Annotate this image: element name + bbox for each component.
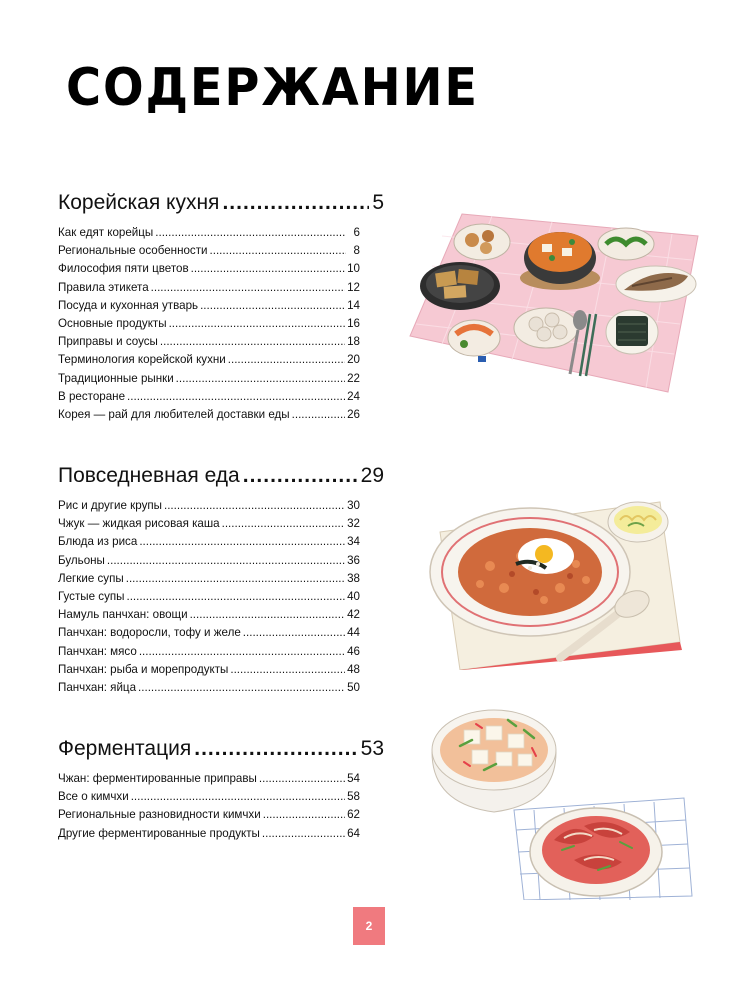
leader-dots: [259, 770, 345, 788]
leader-dots: [243, 463, 358, 489]
leader-dots: [292, 406, 345, 424]
leader-dots: [155, 224, 346, 242]
entry-label: Все о кимчхи: [58, 790, 129, 804]
entry-page-number: 10: [347, 262, 360, 276]
leader-dots: [222, 190, 369, 216]
section-page-number: 5: [372, 191, 384, 214]
entry-label: Региональные разновидности кимчхи: [58, 808, 261, 822]
entry-page-number: 42: [347, 608, 360, 622]
entry-page-number: 38: [347, 571, 360, 585]
entry-page-number: 50: [347, 681, 360, 695]
toc-entry[interactable]: [58, 388, 360, 406]
entry-page-number: 14: [347, 298, 360, 312]
entry-page-number: 54: [347, 772, 360, 785]
leader-dots: [191, 260, 345, 278]
toc-entry[interactable]: [58, 643, 360, 661]
entry-label: Панчхан: мясо: [58, 644, 137, 658]
leader-dots: [107, 552, 345, 570]
entry-page-number: 18: [347, 335, 360, 349]
leader-dots: [228, 351, 345, 369]
leader-dots: [263, 806, 345, 824]
toc-entry[interactable]: [58, 533, 360, 551]
entry-label: Густые супы: [58, 590, 125, 604]
entry-label: Корея — рай для любителей доставки еды: [58, 408, 290, 422]
leader-dots: [262, 825, 345, 843]
entry-list: [58, 224, 360, 424]
leader-dots: [230, 661, 345, 679]
fried-rice-illustration: [420, 492, 682, 670]
entry-page-number: 12: [347, 280, 360, 294]
entry-page-number: 48: [347, 662, 360, 676]
entry-page-number: 36: [347, 553, 360, 567]
section-heading[interactable]: [58, 463, 384, 489]
toc-entry[interactable]: [58, 661, 360, 679]
leader-dots: [176, 370, 345, 388]
entry-list: [58, 497, 360, 697]
entry-page-number: 8: [353, 244, 360, 258]
entry-label: Чжан: ферментированные приправы: [58, 772, 257, 785]
leader-dots: [127, 388, 345, 406]
leader-dots: [164, 497, 345, 515]
entry-label: Панчхан: яйца: [58, 681, 137, 695]
leader-dots: [190, 606, 346, 624]
entry-page-number: 34: [347, 535, 360, 549]
toc-entry[interactable]: [58, 606, 360, 624]
entry-label: Блюда из риса: [58, 535, 138, 549]
toc-entry[interactable]: [58, 260, 360, 278]
entry-page-number: 32: [347, 517, 360, 531]
tofu-soup-kimchi-illustration: [424, 700, 694, 900]
entry-page-number: 30: [347, 499, 360, 512]
leader-dots: [126, 588, 345, 606]
entry-label: Региональные особенности: [58, 244, 208, 258]
toc-entry[interactable]: [58, 224, 360, 242]
entry-label: Рис и другие крупы: [58, 499, 162, 512]
entry-label: Посуда и кухонная утварь: [58, 298, 199, 312]
toc-entry[interactable]: [58, 515, 360, 533]
leader-dots: [169, 315, 346, 333]
toc-entry[interactable]: [58, 351, 360, 369]
toc-entry[interactable]: [58, 570, 360, 588]
toc-section-korean-cuisine: [58, 190, 384, 424]
entry-label: Намуль панчхан: овощи: [58, 608, 188, 622]
entry-page-number: 44: [347, 626, 360, 640]
leader-dots: [131, 788, 345, 806]
leader-dots: [222, 515, 346, 533]
leader-dots: [160, 333, 345, 351]
toc-entry[interactable]: [58, 552, 360, 570]
entry-page-number: 22: [347, 371, 360, 385]
entry-label: Как едят корейцы: [58, 226, 154, 239]
toc-entry[interactable]: [58, 588, 360, 606]
entry-page-number: 40: [347, 590, 360, 604]
toc-entry[interactable]: [58, 624, 360, 642]
section-page-number: 29: [360, 464, 384, 487]
leader-dots: [139, 643, 345, 661]
entry-label: Другие ферментированные продукты: [58, 826, 260, 840]
entry-label: Традиционные рынки: [58, 371, 174, 385]
entry-label: Правила этикета: [58, 280, 149, 294]
entry-list: [58, 770, 360, 843]
toc-entry[interactable]: [58, 242, 360, 260]
section-heading[interactable]: [58, 736, 384, 762]
korean-table-setting-illustration: [402, 206, 702, 396]
entry-label: Приправы и соусы: [58, 335, 158, 349]
toc-entry[interactable]: [58, 497, 360, 515]
entry-label: В ресторане: [58, 389, 126, 403]
page-number-badge: 2: [353, 907, 385, 945]
entry-label: Философия пяти цветов: [58, 262, 189, 276]
toc-entry[interactable]: [58, 279, 360, 297]
toc-entry[interactable]: [58, 315, 360, 333]
entry-page-number: 6: [353, 226, 360, 239]
entry-label: Чжук — жидкая рисовая каша: [58, 517, 220, 531]
toc-entry[interactable]: [58, 825, 360, 843]
leader-dots: [210, 242, 346, 260]
leader-dots: [200, 297, 345, 315]
entry-page-number: 58: [347, 790, 360, 804]
entry-page-number: 46: [347, 644, 360, 658]
toc-section-everyday-food: [58, 463, 384, 697]
entry-label: Панчхан: рыба и морепродукты: [58, 662, 229, 676]
entry-label: Основные продукты: [58, 317, 167, 331]
toc-entry[interactable]: [58, 297, 360, 315]
page-title: СОДЕРЖАНИЕ: [66, 58, 479, 118]
leader-dots: [194, 736, 357, 762]
entry-label: Бульоны: [58, 553, 105, 567]
section-heading[interactable]: [58, 190, 384, 216]
entry-page-number: 26: [347, 408, 360, 422]
entry-page-number: 62: [347, 808, 360, 822]
toc-entry[interactable]: [58, 406, 360, 424]
leader-dots: [126, 570, 345, 588]
section-page-number: 53: [360, 737, 384, 760]
leader-dots: [243, 624, 345, 642]
toc-entry[interactable]: [58, 333, 360, 351]
toc-entry[interactable]: [58, 770, 360, 788]
entry-page-number: 64: [347, 826, 360, 840]
toc-section-fermentation: [58, 736, 384, 843]
section-title: Корейская кухня: [58, 191, 220, 214]
entry-label: Терминология корейской кухни: [58, 353, 226, 367]
toc-entry[interactable]: [58, 788, 360, 806]
leader-dots: [151, 279, 345, 297]
toc-entry[interactable]: [58, 679, 360, 697]
entry-label: Панчхан: водоросли, тофу и желе: [58, 626, 241, 640]
section-title: Ферментация: [58, 737, 192, 760]
entry-page-number: 20: [347, 353, 360, 367]
section-title: Повседневная еда: [58, 464, 240, 487]
leader-dots: [138, 679, 345, 697]
toc-entry[interactable]: [58, 806, 360, 824]
leader-dots: [139, 533, 345, 551]
entry-label: Легкие супы: [58, 571, 124, 585]
entry-page-number: 24: [347, 389, 360, 403]
entry-page-number: 16: [347, 317, 360, 331]
toc-entry[interactable]: [58, 370, 360, 388]
